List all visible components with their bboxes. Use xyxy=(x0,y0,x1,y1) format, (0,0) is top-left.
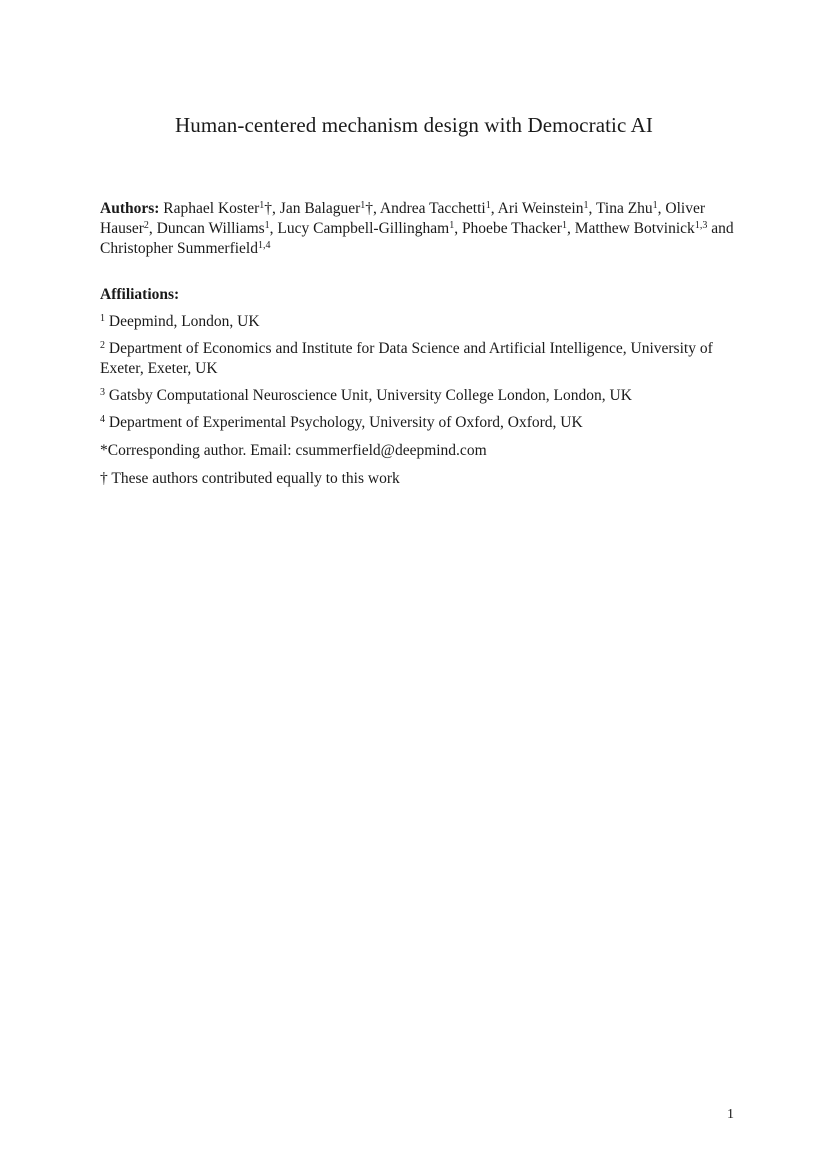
affiliation-number: 2 xyxy=(100,340,105,351)
page-number: 1 xyxy=(727,1107,734,1122)
affiliation-number: 1 xyxy=(100,313,105,324)
author-separator: , xyxy=(588,200,596,217)
author-separator: , xyxy=(490,200,498,217)
paper-title: Human-centered mechanism design with Democratic AI xyxy=(175,113,653,137)
affiliation-text: Department of Economics and Institute for Data Science and Artificial Intelligence, University of Exeter, Exeter, UK xyxy=(100,340,713,377)
author-name: Matthew Botvinick xyxy=(574,220,695,237)
affiliation-number: 3 xyxy=(100,387,105,398)
author-affiliation-ref: 1 xyxy=(360,200,366,211)
author-name: Christopher Summerfield xyxy=(100,240,258,257)
author-0 xyxy=(163,200,279,217)
affiliation-3 xyxy=(100,386,740,406)
author-name: Lucy Campbell-Gillingham xyxy=(277,220,450,237)
author-name: Oliver Hauser xyxy=(100,200,706,237)
affiliation-number: 4 xyxy=(100,414,105,425)
author-affiliation-ref: 1 xyxy=(583,200,589,211)
author-7 xyxy=(277,220,462,237)
author-affiliation-ref: 1 xyxy=(652,200,658,211)
author-affiliation-ref: 1 xyxy=(561,220,567,231)
author-2 xyxy=(380,200,498,217)
author-10 xyxy=(100,240,271,257)
author-name: Ari Weinstein xyxy=(497,200,584,217)
author-separator: , xyxy=(566,220,575,237)
author-separator: , xyxy=(657,200,666,217)
author-separator: , xyxy=(454,220,462,237)
author-affiliation-ref: 1 xyxy=(264,220,270,231)
author-name: Raphael Koster xyxy=(163,200,260,217)
author-affiliation-ref: 1 xyxy=(259,200,265,211)
author-separator: , xyxy=(272,200,280,217)
equal-contribution-note: † These authors contributed equally to this work xyxy=(100,470,400,487)
author-separator: , xyxy=(269,220,278,237)
author-affiliation-ref: 2 xyxy=(143,220,149,231)
author-list xyxy=(100,199,740,259)
author-1 xyxy=(280,200,380,217)
corresponding-author-note: *Corresponding author. Email: csummerfield@deepmind.com xyxy=(100,442,487,459)
author-4 xyxy=(596,200,665,217)
authors-label: Authors: xyxy=(100,200,160,217)
author-affiliation-ref: 1,3 xyxy=(694,220,708,231)
author-separator: , xyxy=(148,220,157,237)
author-equal-contribution-mark: † xyxy=(365,200,374,217)
affiliation-text: Department of Experimental Psychology, University of Oxford, Oxford, UK xyxy=(105,414,583,431)
author-name: Jan Balaguer xyxy=(279,200,361,217)
author-affiliation-ref: 1 xyxy=(485,200,491,211)
author-name: Duncan Williams xyxy=(156,220,265,237)
affiliation-text: Gatsby Computational Neuroscience Unit, University College London, London, UK xyxy=(105,387,632,404)
author-equal-contribution-mark: † xyxy=(264,200,273,217)
author-name: Tina Zhu xyxy=(595,200,653,217)
author-affiliation-ref: 1,4 xyxy=(258,240,271,251)
affiliation-1 xyxy=(100,312,740,332)
author-6 xyxy=(157,220,278,237)
author-separator: , xyxy=(373,200,380,217)
affiliation-text: Deepmind, London, UK xyxy=(105,313,260,330)
affiliations-heading: Affiliations: xyxy=(100,286,180,303)
author-name: Phoebe Thacker xyxy=(461,220,562,237)
author-9 xyxy=(575,220,734,237)
author-affiliation-ref: 1 xyxy=(449,220,455,231)
author-3 xyxy=(498,200,596,217)
author-8 xyxy=(462,220,575,237)
affiliation-2 xyxy=(100,339,740,379)
affiliation-4 xyxy=(100,413,740,433)
author-separator: and xyxy=(707,220,734,237)
author-name: Andrea Tacchetti xyxy=(379,200,486,217)
